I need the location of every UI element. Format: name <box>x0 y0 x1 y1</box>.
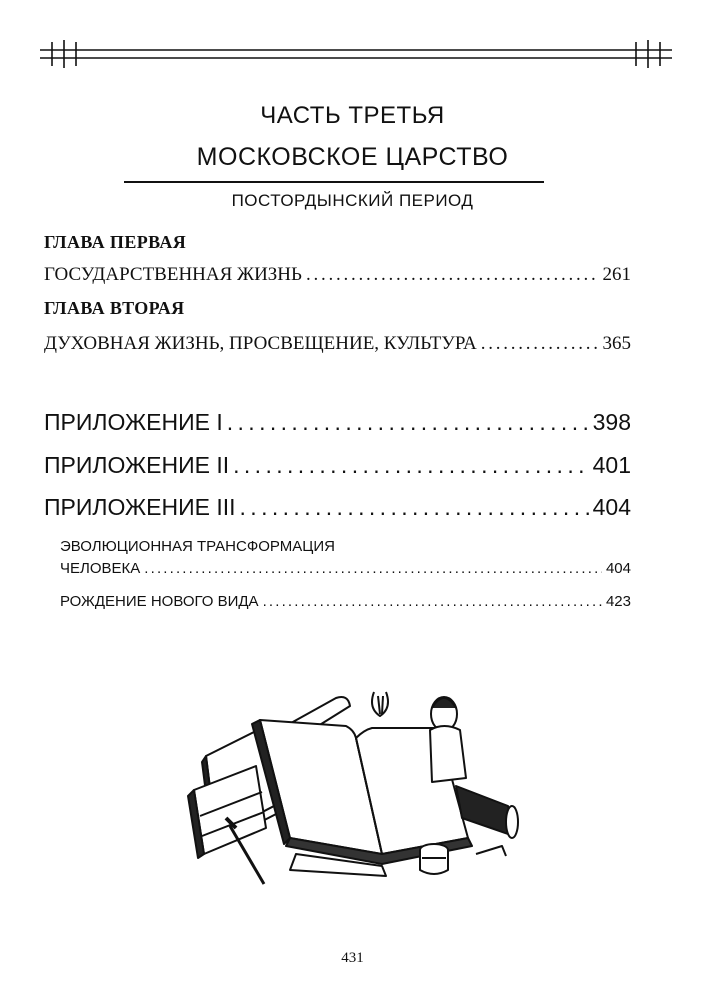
header-ornament-rule <box>40 38 672 70</box>
title-divider <box>124 181 544 183</box>
toc-entry-appendix-3[interactable] <box>44 494 631 521</box>
toc-entry-subsection-2[interactable] <box>60 593 631 610</box>
toc-entry-page: 365 <box>602 333 631 354</box>
part-label: ЧАСТЬ ТРЕТЬЯ <box>260 102 445 129</box>
page-number: 431 <box>341 950 364 966</box>
dot-leader <box>144 560 602 577</box>
toc-entry-appendix-1[interactable] <box>44 409 631 436</box>
dot-leader <box>481 333 599 355</box>
chapter-heading-1: ГЛАВА ПЕРВАЯ <box>44 232 187 252</box>
dot-leader <box>263 593 602 610</box>
toc-entry-title: ГОСУДАРСТВЕННАЯ ЖИЗНЬ <box>44 264 302 285</box>
toc-entry-page: 404 <box>592 494 631 520</box>
toc-entry-title: РОЖДЕНИЕ НОВОГО ВИДА <box>60 593 259 610</box>
toc-entry-chapter-2[interactable] <box>44 333 631 355</box>
toc-entry-page: 401 <box>592 452 631 478</box>
toc-entry-title: ПРИЛОЖЕНИЕ I <box>44 409 223 435</box>
toc-entry-page: 404 <box>605 560 631 577</box>
period-label: ПОСТОРДЫНСКИЙ ПЕРИОД <box>231 191 474 210</box>
toc-entry-title: ЧЕЛОВЕКА <box>60 560 141 577</box>
toc-entry-title: ПРИЛОЖЕНИЕ III <box>44 494 236 520</box>
toc-entry-page: 423 <box>605 593 631 610</box>
dot-leader <box>240 494 589 521</box>
books-illustration <box>186 686 522 886</box>
toc-entry-chapter-1[interactable] <box>44 264 631 286</box>
chapter-heading-2: ГЛАВА ВТОРАЯ <box>44 298 185 318</box>
toc-entry-page: 398 <box>592 409 631 435</box>
toc-entry-title: ДУХОВНАЯ ЖИЗНЬ, ПРОСВЕЩЕНИЕ, КУЛЬТУРА <box>44 333 477 354</box>
toc-entry-page: 261 <box>602 264 631 285</box>
part-title: МОСКОВСКОЕ ЦАРСТВО <box>196 143 509 171</box>
toc-entry-title: ПРИЛОЖЕНИЕ II <box>44 452 230 478</box>
dot-leader <box>306 264 599 286</box>
toc-subsection-1-title-line1: ЭВОЛЮЦИОННАЯ ТРАНСФОРМАЦИЯ <box>60 538 335 555</box>
dot-leader <box>227 409 589 436</box>
dot-leader <box>233 452 589 479</box>
toc-entry-appendix-2[interactable] <box>44 452 631 479</box>
toc-entry-subsection-1[interactable] <box>60 560 631 577</box>
